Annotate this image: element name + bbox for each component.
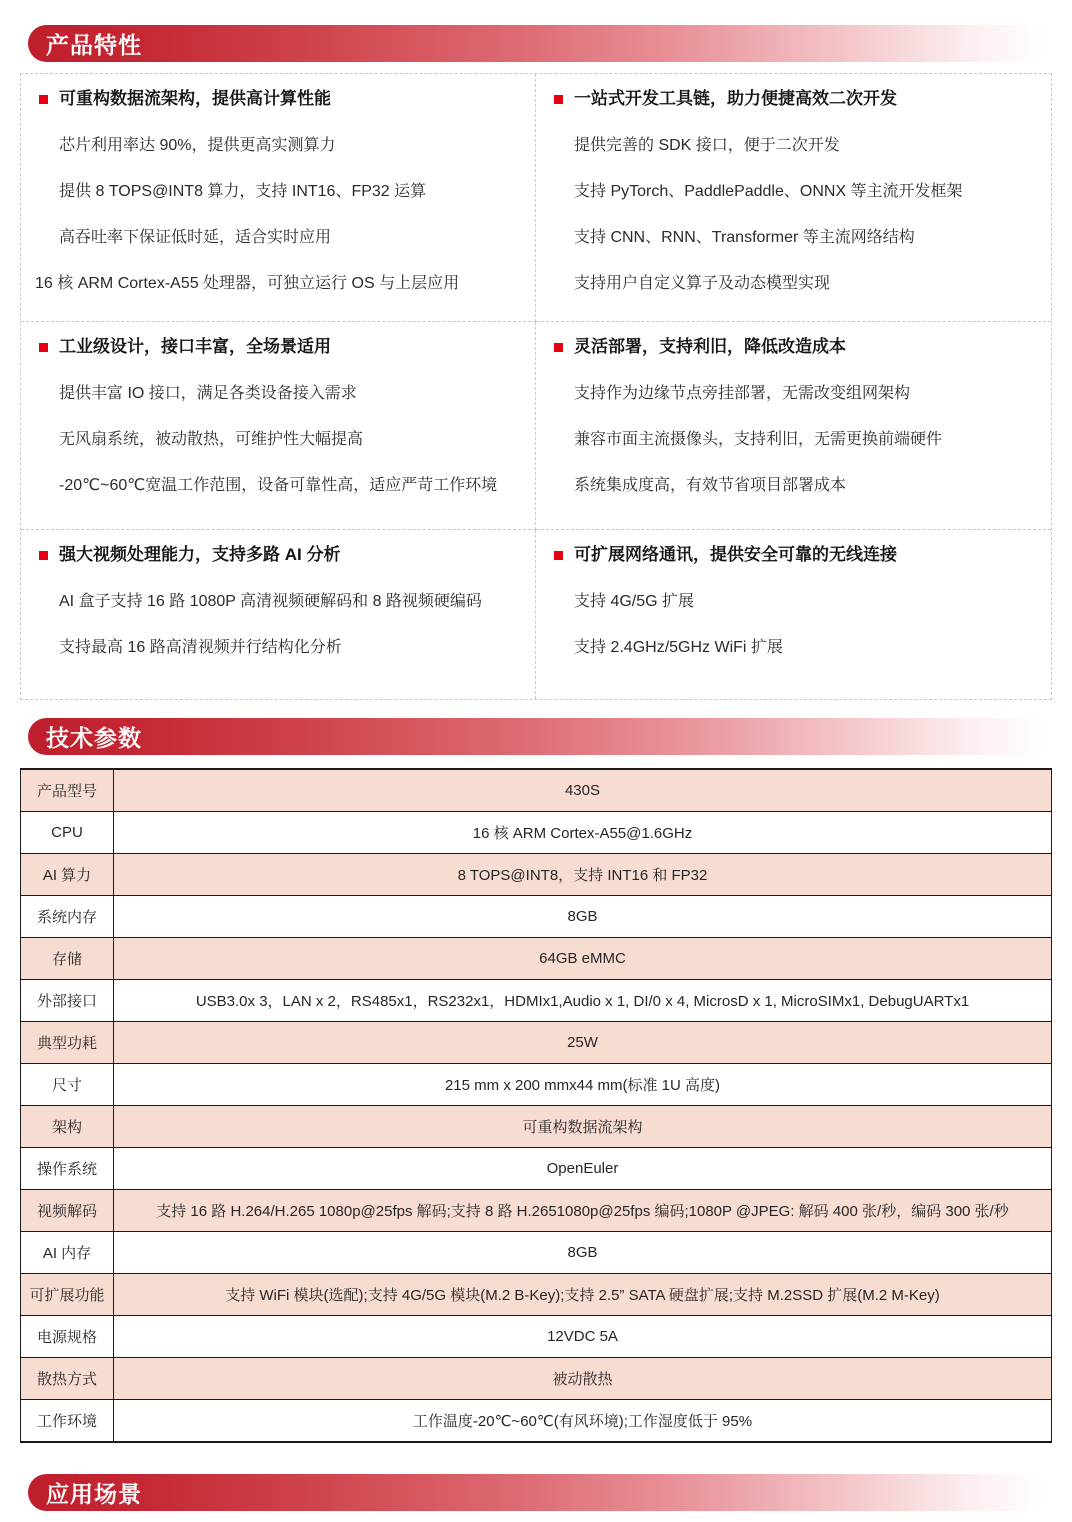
spec-label: AI 算力: [21, 854, 114, 896]
spec-value: 支持 WiFi 模块(选配);支持 4G/5G 模块(M.2 B-Key);支持 2.5” SATA 硬盘扩展;支持 M.2SSD 扩展(M.2 M-Key): [114, 1274, 1052, 1316]
red-square-bullet-icon: [39, 95, 48, 104]
spec-label: 产品型号: [21, 769, 114, 812]
table-row: [21, 1148, 1052, 1190]
feature-block-network-comm: [536, 530, 1051, 699]
red-square-bullet-icon: [39, 343, 48, 352]
feature-line: 支持 2.4GHz/5GHz WiFi 扩展: [574, 639, 783, 656]
red-square-bullet-icon: [554, 551, 563, 560]
table-row: [21, 1316, 1052, 1358]
red-square-bullet-icon: [554, 343, 563, 352]
spec-value: 支持 16 路 H.264/H.265 1080p@25fps 解码;支持 8 路 H.2651080p@25fps 编码;1080P @JPEG: 解码 400 张/秒，编码 300 张/秒: [114, 1190, 1052, 1232]
feature-line: 提供丰富 IO 接口，满足各类设备接入需求: [59, 385, 357, 402]
spec-label: 外部接口: [21, 980, 114, 1022]
section-banner-app-scenarios: [28, 1474, 1044, 1511]
spec-value: 430S: [114, 769, 1052, 812]
section-title-app-scenarios: 应用场景: [46, 1481, 142, 1507]
spec-value: 8GB: [114, 896, 1052, 938]
spec-value: 工作温度-20℃~60℃(有风环境);工作湿度低于 95%: [114, 1400, 1052, 1443]
spec-label: AI 内存: [21, 1232, 114, 1274]
section-banner-tech-params: [28, 718, 1044, 755]
spec-value: 8GB: [114, 1232, 1052, 1274]
feature-heading-row: [31, 335, 527, 359]
section-banner-product-features: [28, 25, 1044, 62]
feature-block-video-processing: [21, 530, 536, 699]
spec-value: 8 TOPS@INT8，支持 INT16 和 FP32: [114, 854, 1052, 896]
feature-block-industrial-design: [21, 322, 536, 530]
table-row: [21, 1064, 1052, 1106]
feature-line: 支持 4G/5G 扩展: [574, 593, 695, 610]
spec-label: 电源规格: [21, 1316, 114, 1358]
spec-label: 散热方式: [21, 1358, 114, 1400]
spec-label: CPU: [21, 812, 114, 854]
feature-heading: 强大视频处理能力，支持多路 AI 分析: [59, 545, 341, 564]
spec-value: USB3.0x 3，LAN x 2，RS485x1，RS232x1，HDMIx1,Audio x 1, DI/0 x 4, MicrosD x 1, MicroSIMx1, DebugUARTx1: [114, 980, 1052, 1022]
red-square-bullet-icon: [39, 551, 48, 560]
feature-line: 支持 CNN、RNN、Transformer 等主流网络结构: [574, 229, 915, 246]
table-row: [21, 1400, 1052, 1443]
feature-heading: 工业级设计，接口丰富，全场景适用: [59, 337, 331, 356]
feature-line: 兼容市面主流摄像头，支持利旧，无需更换前端硬件: [574, 431, 943, 448]
spec-label: 工作环境: [21, 1400, 114, 1443]
spec-label: 操作系统: [21, 1148, 114, 1190]
section-title-product-features: 产品特性: [46, 32, 142, 58]
spec-label: 架构: [21, 1106, 114, 1148]
feature-line: -20℃~60℃宽温工作范围，设备可靠性高，适应严苛工作环境: [59, 477, 498, 494]
spec-value: 215 mm x 200 mmx44 mm(标准 1U 高度): [114, 1064, 1052, 1106]
feature-line: 支持最高 16 路高清视频并行结构化分析: [59, 639, 342, 656]
table-row: [21, 769, 1052, 812]
feature-heading: 一站式开发工具链，助力便捷高效二次开发: [574, 89, 897, 108]
feature-line: 支持作为边缘节点旁挂部署，无需改变组网架构: [574, 385, 911, 402]
feature-heading-row: [31, 543, 527, 567]
feature-heading: 可重构数据流架构，提供高计算性能: [59, 89, 331, 108]
table-row: [21, 1358, 1052, 1400]
spec-value: 可重构数据流架构: [114, 1106, 1052, 1148]
red-square-bullet-icon: [554, 95, 563, 104]
feature-heading: 灵活部署，支持利旧，降低改造成本: [574, 337, 846, 356]
feature-line: 高吞吐率下保证低时延，适合实时应用: [59, 229, 332, 246]
feature-line: 支持用户自定义算子及动态模型实现: [574, 275, 831, 292]
table-row: [21, 1106, 1052, 1148]
spec-value: 64GB eMMC: [114, 938, 1052, 980]
features-grid: [20, 73, 1052, 700]
feature-heading-row: [31, 87, 527, 111]
spec-label: 可扩展功能: [21, 1274, 114, 1316]
spec-table: [20, 768, 1052, 1443]
spec-value: 25W: [114, 1022, 1052, 1064]
spec-value: 被动散热: [114, 1358, 1052, 1400]
table-row: [21, 1274, 1052, 1316]
feature-line: 16 核 ARM Cortex-A55 处理器，可独立运行 OS 与上层应用: [35, 275, 460, 292]
feature-line: 系统集成度高，有效节省项目部署成本: [574, 477, 847, 494]
table-row: [21, 896, 1052, 938]
spec-label: 系统内存: [21, 896, 114, 938]
spec-value: OpenEuler: [114, 1148, 1052, 1190]
spec-value: 16 核 ARM Cortex-A55@1.6GHz: [114, 812, 1052, 854]
spec-value: 12VDC 5A: [114, 1316, 1052, 1358]
table-row: [21, 938, 1052, 980]
feature-line: 支持 PyTorch、PaddlePaddle、ONNX 等主流开发框架: [574, 183, 963, 200]
spec-label: 尺寸: [21, 1064, 114, 1106]
feature-block-dev-toolchain: [536, 74, 1051, 322]
feature-line: 无风扇系统，被动散热，可维护性大幅提高: [59, 431, 364, 448]
spec-label: 存储: [21, 938, 114, 980]
feature-line: 芯片利用率达 90%，提供更高实测算力: [59, 137, 336, 154]
feature-line: 提供完善的 SDK 接口，便于二次开发: [574, 137, 840, 154]
feature-heading: 可扩展网络通讯，提供安全可靠的无线连接: [574, 545, 897, 564]
feature-heading-row: [546, 543, 1043, 567]
table-row: [21, 854, 1052, 896]
section-title-tech-params: 技术参数: [46, 725, 142, 751]
feature-block-flexible-deploy: [536, 322, 1051, 530]
table-row: [21, 812, 1052, 854]
table-row: [21, 1190, 1052, 1232]
feature-line: 提供 8 TOPS@INT8 算力，支持 INT16、FP32 运算: [59, 183, 427, 200]
spec-label: 视频解码: [21, 1190, 114, 1232]
spec-label: 典型功耗: [21, 1022, 114, 1064]
feature-line: AI 盒子支持 16 路 1080P 高清视频硬解码和 8 路视频硬编码: [59, 593, 482, 610]
table-row: [21, 1232, 1052, 1274]
feature-heading-row: [546, 87, 1043, 111]
table-row: [21, 980, 1052, 1022]
feature-block-architecture: [21, 74, 536, 322]
feature-heading-row: [546, 335, 1043, 359]
table-row: [21, 1022, 1052, 1064]
